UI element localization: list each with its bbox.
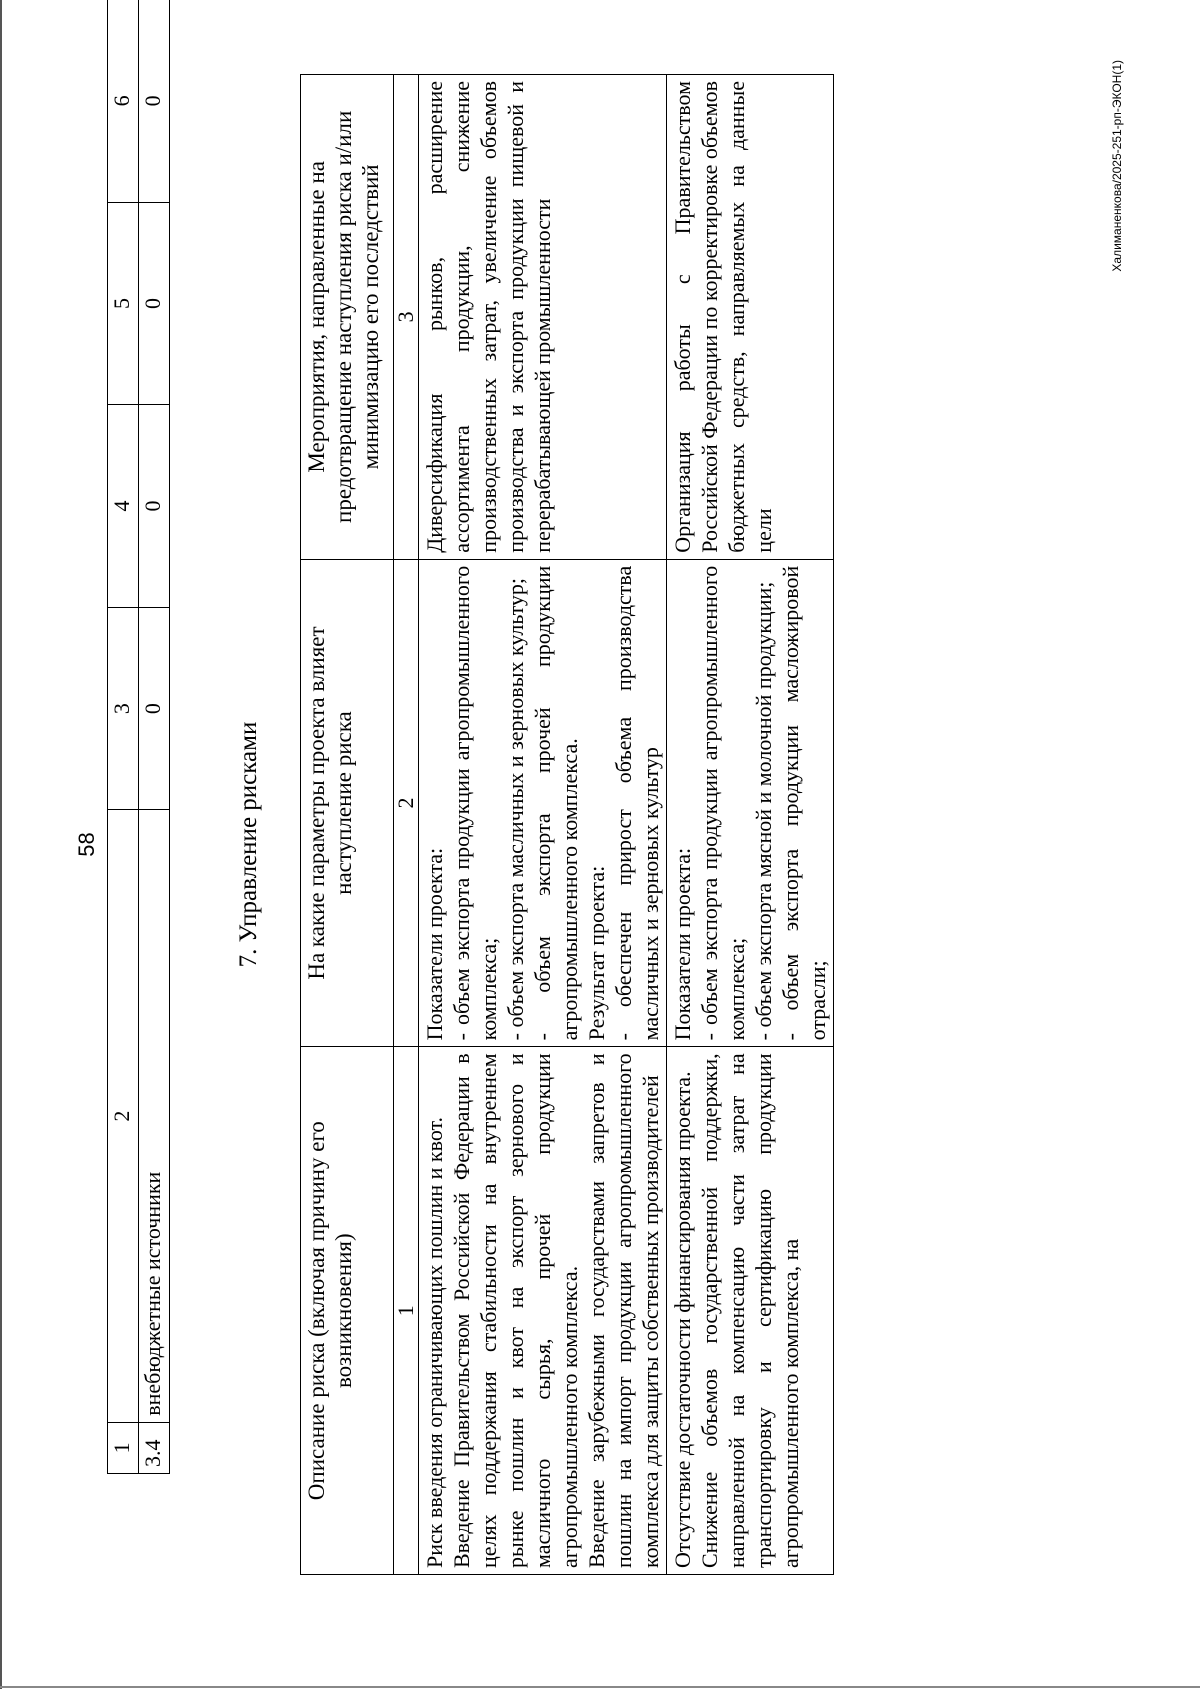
column-number: 1 bbox=[394, 1047, 419, 1575]
paragraph: - объем экспорта продукции масложировой отрасли; bbox=[778, 565, 830, 1041]
table-cell: 0 bbox=[139, 607, 170, 810]
page-number: 58 bbox=[74, 832, 99, 857]
table-cell: 0 bbox=[139, 0, 170, 202]
paragraph: Показатели проекта: bbox=[670, 847, 695, 1041]
paragraph: - объем экспорта продукции агропромышленного комплекса; bbox=[697, 565, 749, 1041]
header-cell: 6 bbox=[108, 0, 139, 202]
funding-table-header bbox=[108, 0, 139, 1474]
header-cell: 1 bbox=[108, 1422, 139, 1473]
paragraph: Отсутствие достаточности финансирования проекта. bbox=[670, 1071, 695, 1568]
table-row bbox=[667, 75, 834, 1575]
section-title: 7. Управление рисками bbox=[235, 721, 262, 968]
column-number: 2 bbox=[394, 559, 419, 1047]
paragraph: Результат проекта: bbox=[584, 865, 609, 1041]
header-risk-description: Описание риска (включая причину его возникновения) bbox=[301, 1047, 394, 1575]
row-label: внебюджетные источники bbox=[139, 810, 170, 1422]
paragraph: - объем экспорта прочей продукции агропромышленного комплекса. bbox=[530, 565, 582, 1041]
column-numbers-row bbox=[394, 75, 419, 1575]
mitigation-measures-cell bbox=[419, 75, 667, 560]
header-cell: 4 bbox=[108, 405, 139, 608]
table-cell: 0 bbox=[139, 405, 170, 608]
risk-table-header bbox=[301, 75, 394, 1575]
paragraph: - объем экспорта мясной и молочной продукции; bbox=[751, 581, 776, 1041]
paragraph: Введение зарубежными государствами запретов и пошлин на импорт продукции агропромышленного комплекса для защиты собственных производителей bbox=[584, 1053, 663, 1568]
table-row bbox=[139, 0, 170, 1474]
footer-document-code: Халиманенкова/2025-251-рп-ЭКОН(1) bbox=[1110, 60, 1124, 272]
paragraph: Риск введения ограничивающих пошлин и квот. bbox=[422, 1117, 447, 1568]
header-cell: 5 bbox=[108, 202, 139, 405]
mitigation-measures-cell bbox=[667, 75, 834, 560]
paragraph: Снижение объемов государственной поддержки, направленной на компенсацию части затрат на транспортировку и сертификацию продукции агропромышленного комплекса, на bbox=[697, 1053, 803, 1568]
paragraph: Организация работы с Правительством Российской Федерации по корректировке объемов бюджетных средств, направляемых на данные цели bbox=[670, 81, 776, 553]
paragraph: - обеспечен прирост объема производства масличных и зерновых культур bbox=[611, 565, 663, 1041]
header-cell: 3 bbox=[108, 607, 139, 810]
paragraph: Показатели проекта: bbox=[422, 847, 447, 1041]
affected-parameters-cell bbox=[667, 559, 834, 1047]
paragraph: - объем экспорта масличных и зерновых культур; bbox=[503, 577, 528, 1041]
row-number: 3.4 bbox=[139, 1422, 170, 1473]
affected-parameters-cell bbox=[419, 559, 667, 1047]
column-number: 3 bbox=[394, 75, 419, 560]
funding-table-fragment bbox=[107, 0, 170, 1474]
risk-description-cell bbox=[419, 1047, 667, 1575]
header-mitigation-measures: Мероприятия, направленные на предотвращение наступления риска и/или минимизацию его последствий bbox=[301, 75, 394, 560]
paragraph: Диверсификация рынков, расширение ассортимента продукции, снижение производственных затрат, увеличение объемов производства и экспорта продукции пищевой и перерабатывающей промышленности bbox=[422, 81, 555, 553]
risk-management-table bbox=[300, 74, 834, 1575]
header-affected-parameters: На какие параметры проекта влияет наступление риска bbox=[301, 559, 394, 1047]
risk-description-cell bbox=[667, 1047, 834, 1575]
header-cell: 2 bbox=[108, 810, 139, 1422]
paragraph: - объем экспорта продукции агропромышленного комплекса; bbox=[449, 565, 501, 1041]
paragraph: Введение Правительством Российской Федерации в целях поддержания стабильности на внутреннем рынке пошлин и квот на экспорт зернового и масличного сырья, прочей продукции агропромышленного комплекса. bbox=[449, 1053, 582, 1568]
table-row bbox=[419, 75, 667, 1575]
table-cell: 0 bbox=[139, 202, 170, 405]
